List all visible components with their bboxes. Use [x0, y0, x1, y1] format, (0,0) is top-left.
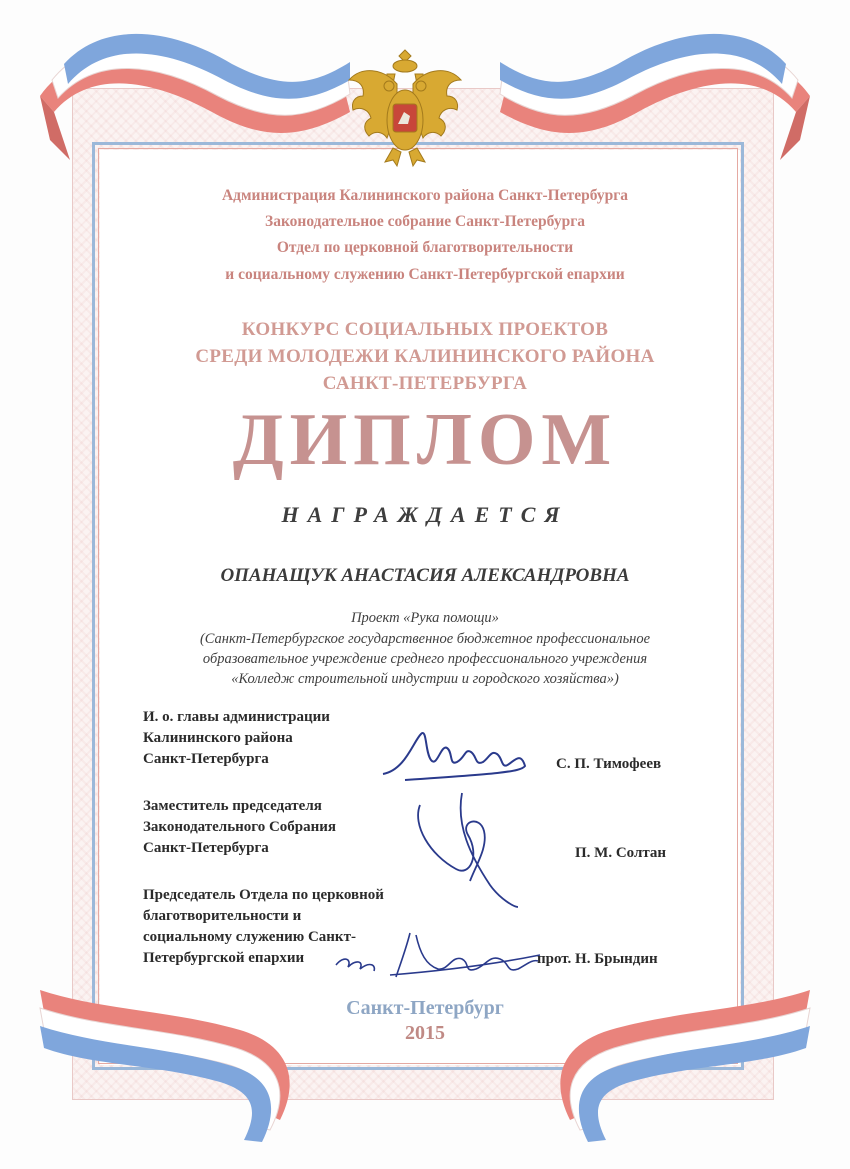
contest-line-1: КОНКУРС СОЦИАЛЬНЫХ ПРОЕКТОВ: [241, 319, 609, 340]
project-detail-3: «Колледж строительной индустрии и городского хозяйства»): [231, 671, 619, 687]
project-detail-2: образовательное учреждение среднего профессионального учреждения: [202, 651, 648, 667]
ribbon-top-left: [40, 34, 350, 160]
recipient-name: ОПАНАЩУК АНАСТАСИЯ АЛЕКСАНДРОВНА: [220, 565, 630, 586]
org-line-4: и социальному служению Санкт-Петербургской епархии: [225, 266, 625, 283]
signatory-2-position-line: Санкт-Петербурга: [143, 840, 269, 856]
diploma-title: ДИПЛОМ: [232, 399, 618, 481]
signatory-2-name: П. М. Солтан: [575, 845, 667, 861]
signatory-1-position-line: Санкт-Петербурга: [143, 751, 269, 767]
org-line-3: Отдел по церковной благотворительности: [276, 239, 574, 256]
project-detail-1: (Санкт-Петербургское государственное бюджетное профессиональное: [199, 631, 651, 647]
awarded-label: НАГРАЖДАЕТСЯ: [281, 502, 569, 527]
signatory-1-position-line: Калининского района: [143, 730, 293, 746]
signatory-3-position-line: Председатель Отдела по церковной: [143, 887, 384, 903]
signatory-1-name: С. П. Тимофеев: [556, 756, 662, 772]
ribbon-top-right: [500, 34, 810, 160]
city-label: Санкт-Петербург: [346, 997, 504, 1019]
signatory-2-position-line: Заместитель председателя: [143, 798, 322, 814]
signature-1: [375, 722, 535, 792]
signatory-2-position-line: Законодательного Собрания: [143, 819, 337, 835]
signatory-3-position-line: социальному служению Санкт-: [143, 929, 356, 945]
project-name: Проект «Рука помощи»: [351, 610, 499, 626]
signatory-2-position: [143, 796, 336, 859]
signatory-1-position: [143, 707, 330, 770]
signature-3: [330, 925, 545, 985]
contest-line-3: САНКТ-ПЕТЕРБУРГА: [322, 373, 528, 394]
signature-2: [410, 785, 530, 915]
signatory-1-position-line: И. о. главы администрации: [143, 709, 330, 725]
signatory-3-position-line: благотворительности и: [143, 908, 302, 924]
signatory-3-position-line: Петербургской епархии: [143, 950, 305, 966]
contest-line-2: СРЕДИ МОЛОДЕЖИ КАЛИНИНСКОГО РАЙОНА: [195, 346, 655, 367]
org-line-2: Законодательное собрание Санкт-Петербурга: [265, 213, 585, 230]
russian-coat-of-arms-icon: [343, 40, 467, 170]
signatory-3-name: прот. Н. Брындин: [537, 951, 658, 967]
year-label: 2015: [405, 1022, 445, 1044]
org-line-1: Администрация Калининского района Санкт-Петербурга: [221, 187, 629, 204]
